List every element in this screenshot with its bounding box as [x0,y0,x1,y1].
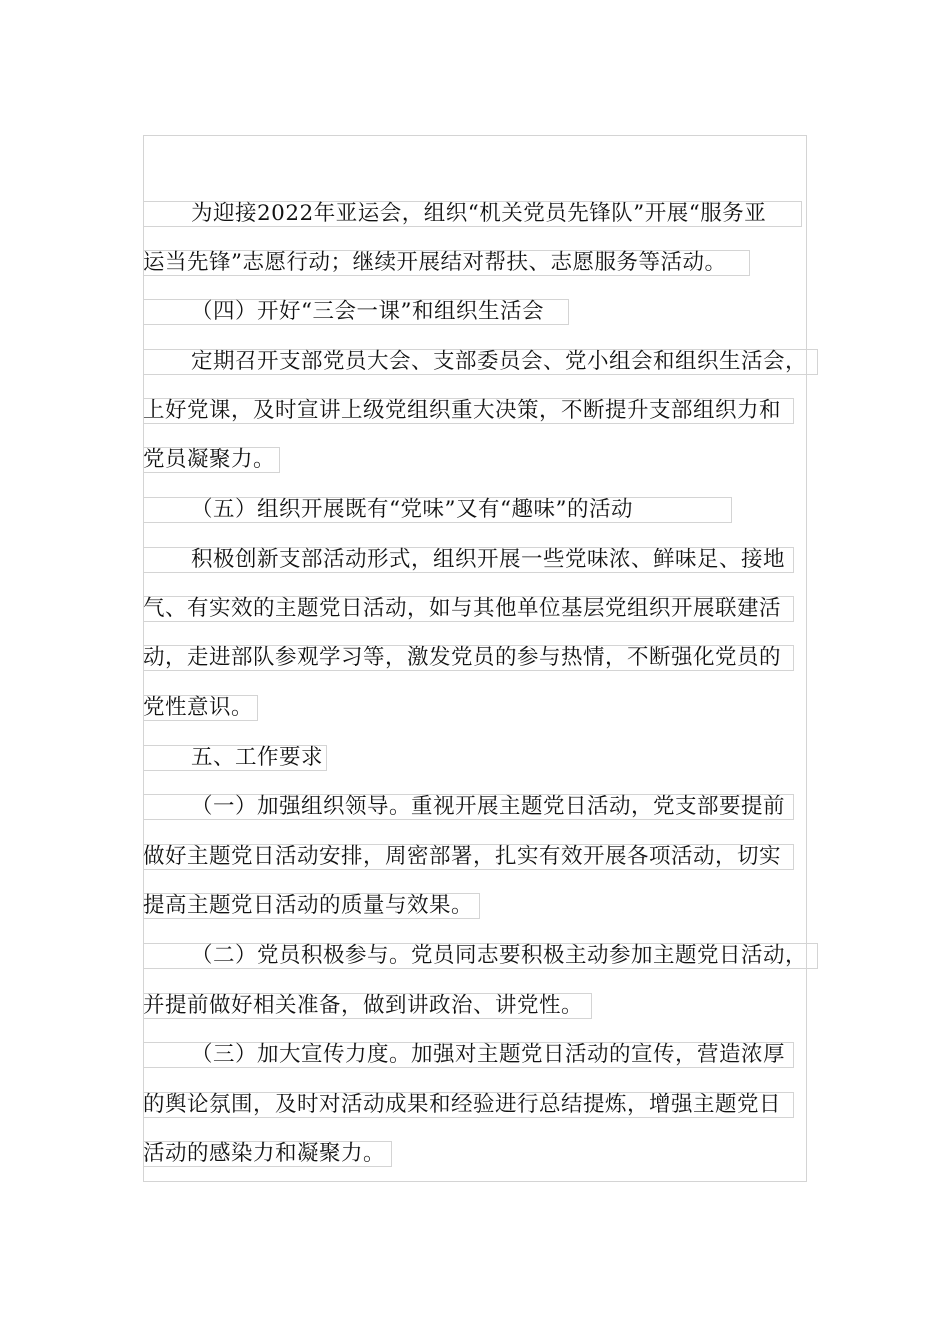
requirement-one-line-2: 做好主题党日活动安排，周密部署，扎实有效开展各项活动，切实 [143,844,794,870]
paragraph-activities-line-3: 动，走进部队参观学习等，激发党员的参与热情，不断强化党员的 [143,645,794,671]
heading-four: （四）开好“三会一课”和组织生活会 [143,299,569,325]
section-heading-requirements: 五、工作要求 [143,745,327,771]
requirement-two-line-2: 并提前做好相关准备，做到讲政治、讲党性。 [143,993,592,1019]
paragraph-activities-line-2: 气、有实效的主题党日活动，如与其他单位基层党组织开展联建活 [143,596,794,622]
paragraph-meetings-line-3: 党员凝聚力。 [143,447,280,473]
paragraph-meetings-line-2: 上好党课，及时宣讲上级党组织重大决策，不断提升支部组织力和 [143,398,794,424]
paragraph-asian-games-line-2: 运当先锋”志愿行动；继续开展结对帮扶、志愿服务等活动。 [143,250,750,276]
requirement-one-line-3: 提高主题党日活动的质量与效果。 [143,893,480,919]
requirement-one-line-1: （一）加强组织领导。重视开展主题党日活动，党支部要提前 [143,794,794,820]
requirement-three-line-3: 活动的感染力和凝聚力。 [143,1141,392,1167]
paragraph-meetings-line-1: 定期召开支部党员大会、支部委员会、党小组会和组织生活会， [143,349,818,375]
requirement-two-line-1: （二）党员积极参与。党员同志要积极主动参加主题党日活动， [143,943,818,969]
requirement-three-line-2: 的舆论氛围，及时对活动成果和经验进行总结提炼，增强主题党日 [143,1092,794,1118]
paragraph-asian-games-line-1: 为迎接2022年亚运会，组织“机关党员先锋队”开展“服务亚 [143,201,802,227]
paragraph-activities-line-1: 积极创新支部活动形式，组织开展一些党味浓、鲜味足、接地 [143,547,794,573]
requirement-three-line-1: （三）加大宣传力度。加强对主题党日活动的宣传，营造浓厚 [143,1042,794,1068]
paragraph-activities-line-4: 党性意识。 [143,695,258,721]
heading-five: （五）组织开展既有“党味”又有“趣味”的活动 [143,497,732,523]
